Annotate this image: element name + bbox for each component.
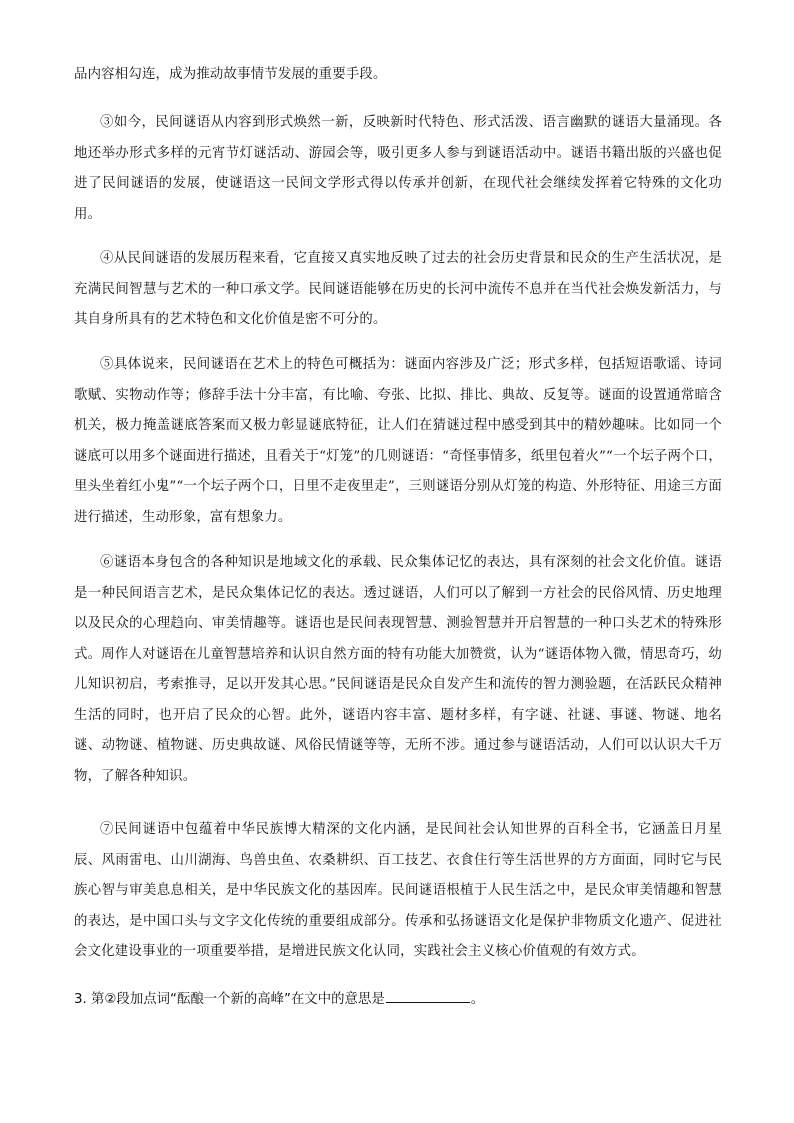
answer-blank[interactable]: [386, 988, 470, 1003]
paragraph-4: ④从民间谜语的发展历程来看，它直接又真实地反映了过去的社会历史背景和民众的生产生活状况，是充满民间智慧与艺术的一种口承文学。民间谜语能够在历史的长河中流传不息并在当代社会焕发新活力，与其自身所具有的艺术特色和文化价值是密不可分的。: [74, 251, 722, 327]
question-3-text: 3. 第②段加点词“酝酿一个新的高峰”在文中的意思是: [74, 992, 385, 1007]
paragraph-6: ⑥谜语本身包含的各种知识是地域文化的承载、民众集体记忆的表达，具有深刻的社会文化价值。谜语是一种民间语言艺术，是民众集体记忆的表达。透过谜语，人们可以了解到一方社会的民俗风情、历史地理以及民众的心理趋向、审美情趣等。谜语也是民间表现智慧、测验智慧并开启智慧的一种口头艺术的特殊形式。周作人对谜语在儿童智慧培养和认识自然方面的特有功能大加赞赏，认为“谜语体物入微，情思奇巧，幼儿知识初启，考索推寻，足以开发其心思。”民间谜语是民众自发产生和流传的智力测验题，在活跃民众精神生活的同时，也开启了民众的心智。此外，谜语内容丰富、题材多样，有字谜、社谜、事谜、物谜、地名谜、动物谜、植物谜、历史典故谜、风俗民情谜等等，无所不涉。通过参与谜语活动，人们可以认识大千万物，了解各种知识。: [74, 555, 722, 784]
question-3-end: 。: [470, 992, 485, 1007]
paragraph-continuation: 品内容相勾连，成为推动故事情节发展的重要手段。: [74, 67, 387, 82]
paragraph-7: ⑦民间谜语中包蕴着中华民族博大精深的文化内涵，是民间社会认知世界的百科全书，它涵盖日月星辰、风雨雷电、山川湖海、鸟兽虫鱼、农桑耕织、百工技艺、衣食住行等生活世界的方方面面，同时它与民族心智与审美息息相关，是中华民族文化的基因库。民间谜语根植于人民生活之中，是民众审美情趣和智慧的表达，是中国口头与文字文化传统的重要组成部分。传承和弘扬谜语文化是保护非物质文化遗产、促进社会文化建设事业的一项重要举措，是增进民族文化认同，实践社会主义核心价值观的有效方式。: [74, 822, 722, 959]
paragraph-5: ⑤具体说来，民间谜语在艺术上的特色可概括为：谜面内容涉及广泛；形式多样，包括短语歌谣、诗词歌赋、实物动作等；修辞手法十分丰富，有比喻、夸张、比拟、排比、典故、反复等。谜面的设置通常暗含机关，极力掩盖谜底答案而又极力彰显谜底特征，让人们在猜谜过程中感受到其中的精妙趣味。比如同一个谜底可以用多个谜面进行描述，且看关于“灯笼”的几则谜语：“奇怪事情多，纸里包着火”“一个坛子两个口，里头坐着红小鬼”“一个坛子两个口，日里不走夜里走”，三则谜语分别从灯笼的构造、外形特征、用途三方面进行描述，生动形象，富有想象力。: [74, 357, 722, 525]
question-3: [74, 988, 722, 1012]
paragraph-3: ③如今，民间谜语从内容到形式焕然一新，反映新时代特色、形式活泼、语言幽默的谜语大量涌现。各地还举办形式多样的元宵节灯谜活动、游园会等，吸引更多人参与到谜语活动中。谜语书籍出版的兴盛也促进了民间谜语的发展，使谜语这一民间文学形式得以传承并创新，在现代社会继续发挥着它特殊的文化功用。: [74, 115, 722, 222]
